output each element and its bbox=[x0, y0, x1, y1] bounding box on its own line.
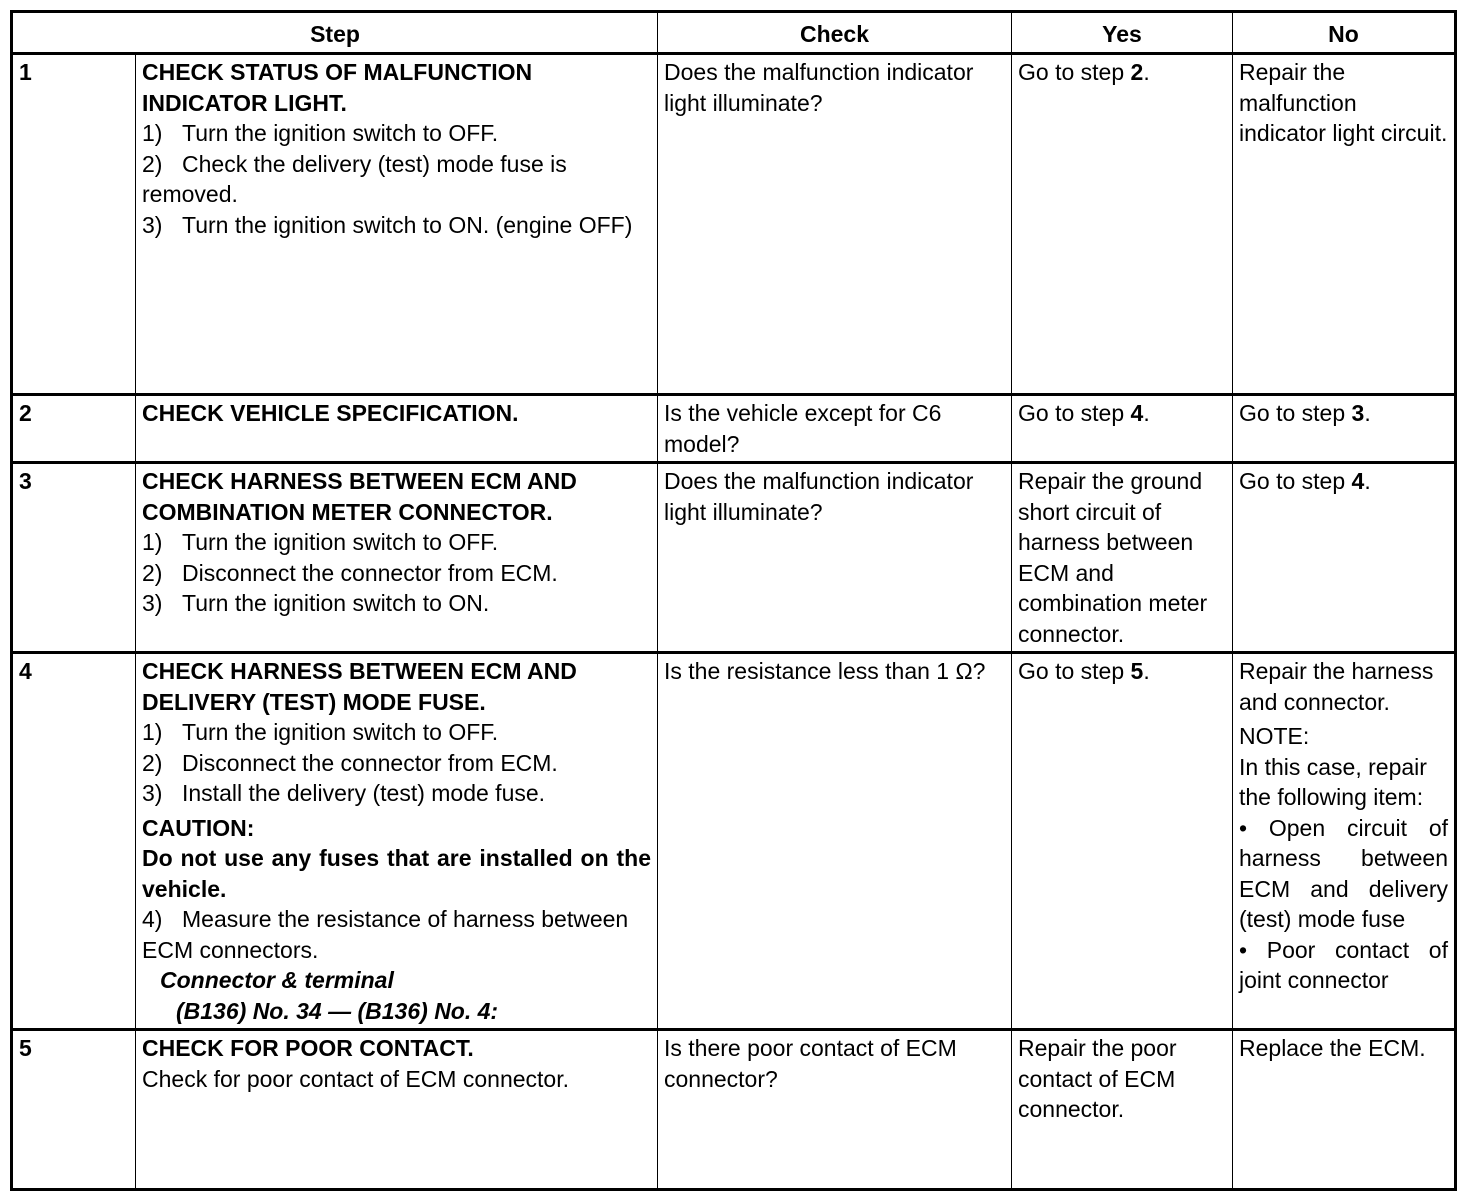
table-row bbox=[12, 1030, 1456, 1190]
no-cell bbox=[1233, 653, 1456, 1030]
yes-cell: Go to step 2. bbox=[1012, 54, 1233, 395]
yes-step-ref: 2 bbox=[1130, 59, 1144, 85]
caution-heading: CAUTION: bbox=[142, 814, 255, 841]
yes-cell: Go to step 5. bbox=[1012, 653, 1233, 1030]
step-cell bbox=[136, 395, 658, 463]
no-cell: Go to step 3. bbox=[1233, 395, 1456, 463]
yes-step-ref: 5 bbox=[1130, 658, 1144, 684]
step-number: 3 bbox=[12, 463, 136, 653]
substep: 3) Turn the ignition switch to ON. (engine OFF) bbox=[142, 211, 633, 238]
connector-value: (B136) No. 34 — (B136) No. 4: bbox=[176, 997, 499, 1024]
substep: 4) Measure the resistance of harness between ECM connectors. bbox=[142, 906, 629, 963]
header-check: Check bbox=[658, 12, 1012, 54]
step-number: 2 bbox=[12, 395, 136, 463]
substep: 3) Turn the ignition switch to ON. bbox=[142, 590, 490, 616]
note-bullet: • Poor contact of joint connector bbox=[1239, 936, 1448, 993]
substep: 1) Turn the ignition switch to OFF. bbox=[142, 120, 499, 146]
yes-cell: Repair the ground short circuit of harness between ECM and combination meter connector. bbox=[1012, 463, 1233, 653]
no-cell: Go to step 4. bbox=[1233, 463, 1456, 653]
no-action: Repair the harness and connector. bbox=[1239, 658, 1434, 715]
substep: 1) Turn the ignition switch to OFF. bbox=[142, 719, 499, 745]
step-title: CHECK VEHICLE SPECIFICATION. bbox=[142, 400, 519, 426]
substep: 3) Install the delivery (test) mode fuse. bbox=[142, 780, 546, 806]
check-cell: Is the vehicle except for C6 model? bbox=[658, 395, 1012, 463]
check-cell: Is there poor contact of ECM connector? bbox=[658, 1030, 1012, 1190]
note-heading: NOTE: bbox=[1239, 723, 1310, 749]
step-cell bbox=[136, 1030, 658, 1190]
diagnostic-table bbox=[10, 10, 1457, 1191]
step-number: 4 bbox=[12, 653, 136, 1030]
header-yes: Yes bbox=[1012, 12, 1233, 54]
table-row bbox=[12, 54, 1456, 395]
no-cell: Replace the ECM. bbox=[1233, 1030, 1456, 1190]
yes-cell: Go to step 4. bbox=[1012, 395, 1233, 463]
header-row bbox=[12, 12, 1456, 54]
table-row bbox=[12, 463, 1456, 653]
step-number: 1 bbox=[12, 54, 136, 395]
step-title: CHECK HARNESS BETWEEN ECM AND COMBINATION METER CONNECTOR. bbox=[142, 468, 577, 525]
header-step: Step bbox=[12, 12, 658, 54]
step-cell bbox=[136, 54, 658, 395]
substep: 2) Disconnect the connector from ECM. bbox=[142, 749, 558, 776]
step-number: 5 bbox=[12, 1030, 136, 1190]
no-step-ref: 3 bbox=[1351, 400, 1365, 426]
no-cell: Repair the malfunction indicator light circuit. bbox=[1233, 54, 1456, 395]
connector-label: Connector & terminal bbox=[160, 967, 394, 993]
step-cell bbox=[136, 653, 658, 1030]
step-title: CHECK FOR POOR CONTACT. bbox=[142, 1035, 474, 1061]
note-bullet: • Open circuit of harness between ECM and delivery (test) mode fuse bbox=[1239, 814, 1448, 932]
step-title: CHECK STATUS OF MALFUNCTION INDICATOR LIGHT. bbox=[142, 59, 533, 116]
step-title: CHECK HARNESS BETWEEN ECM AND DELIVERY (TEST) MODE FUSE. bbox=[142, 658, 577, 715]
table-row bbox=[12, 653, 1456, 1030]
check-cell: Does the malfunction indicator light illuminate? bbox=[658, 463, 1012, 653]
check-cell: Is the resistance less than 1 Ω? bbox=[658, 653, 1012, 1030]
check-cell: Does the malfunction indicator light illuminate? bbox=[658, 54, 1012, 395]
header-no: No bbox=[1233, 12, 1456, 54]
yes-cell: Repair the poor contact of ECM connector. bbox=[1012, 1030, 1233, 1190]
caution-text: Do not use any fuses that are installed on the vehicle. bbox=[142, 845, 651, 902]
substep: 2) Check the delivery (test) mode fuse is removed. bbox=[142, 150, 567, 207]
note-text: In this case, repair the following item: bbox=[1239, 753, 1427, 810]
substep: 2) Disconnect the connector from ECM. bbox=[142, 559, 558, 586]
no-step-ref: 4 bbox=[1351, 468, 1365, 494]
substep: 1) Turn the ignition switch to OFF. bbox=[142, 529, 499, 555]
table-row bbox=[12, 395, 1456, 463]
step-cell bbox=[136, 463, 658, 653]
step-text: Check for poor contact of ECM connector. bbox=[142, 1065, 569, 1092]
yes-step-ref: 4 bbox=[1130, 400, 1144, 426]
